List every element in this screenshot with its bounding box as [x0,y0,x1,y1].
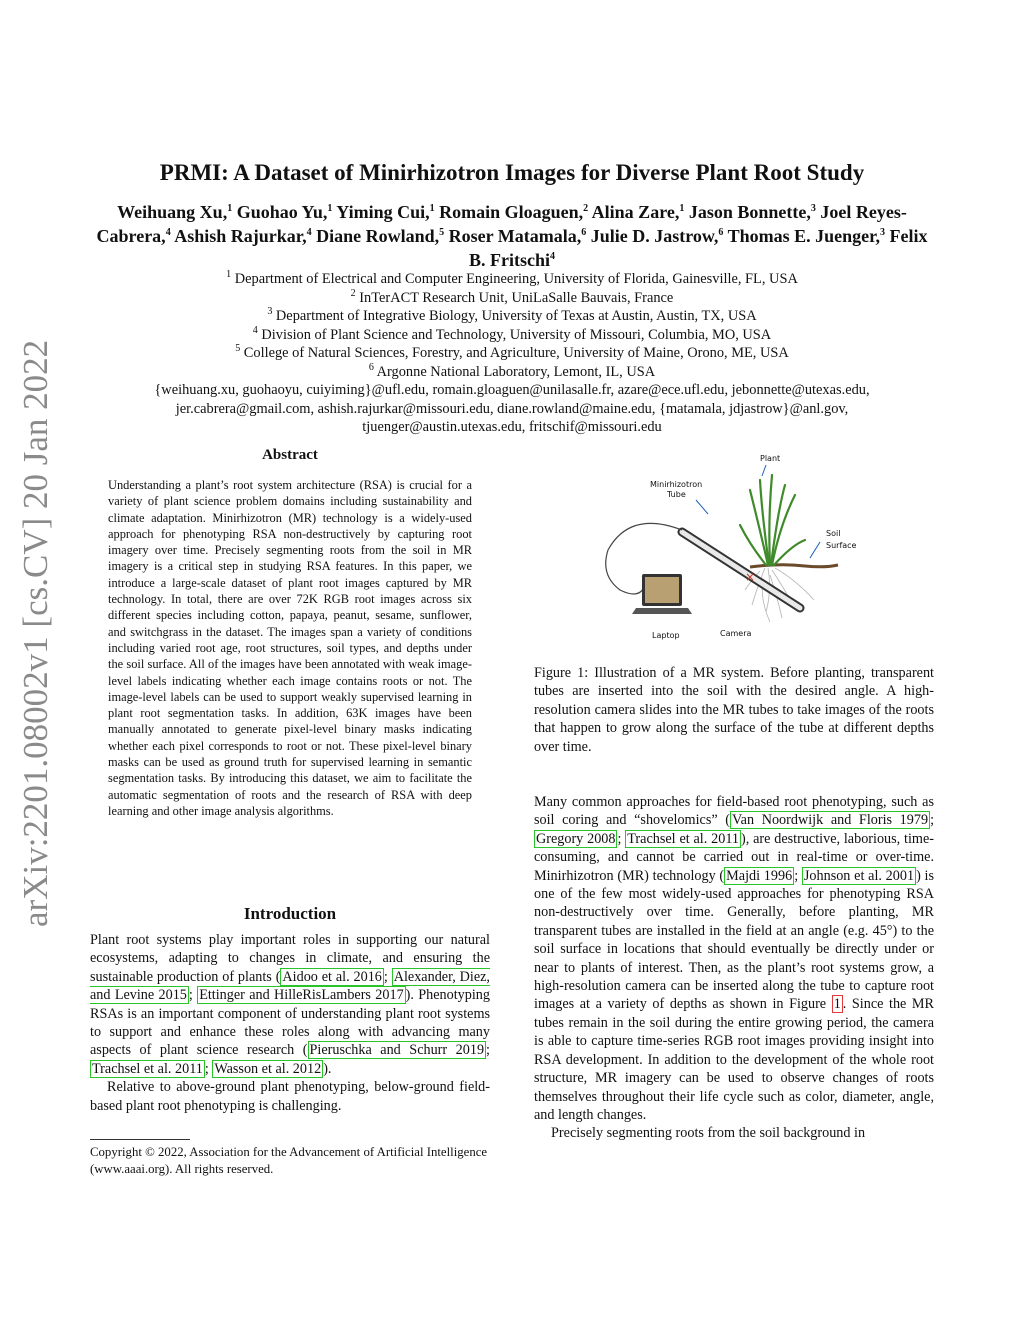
introduction-body [90,931,490,1115]
citation-link[interactable]: Majdi 1996 [726,867,793,884]
author-name: Thomas E. Juenger,$^3$ [727,226,885,246]
affiliation-line: $^5$ College of Natural Sciences, Forestry, and Agriculture, University of Maine, Orono, ME, USA [235,343,789,361]
figure-label-camera: Camera [720,629,752,638]
email-line[interactable]: jer.cabrera@gmail.com, ashish.rajurkar@missouri.edu, diane.rowland@maine.edu, {matamala, jdjastrow}@anl.gov, [175,400,849,417]
author-name: Julie D. Jastrow,$^6$ [590,226,724,246]
citation-link[interactable]: Van Noordwijk and Floris 1979 [732,812,929,829]
author-name: Weihuang Xu,$^1$ [117,202,233,222]
author-affiliation-number: 1 [227,203,233,214]
citation-link[interactable]: Aidoo et al. 2016 [282,968,382,985]
email-line[interactable]: tjuenger@austin.utexas.edu, fritschif@missouri.edu [362,419,662,435]
author-affiliation-number: 1 [429,203,435,214]
author-name: Felix B. Fritschi$^4$ [469,226,928,270]
author-affiliation-number: 6 [581,227,587,238]
figure-label-tube: Minirhizotron [650,480,703,489]
paragraph: Precisely segmenting roots from the soil background in [551,1125,866,1142]
paragraph: Relative to above-ground plant phenotyping, below-ground field-based plant root phenotyping is challenging. [90,1079,490,1114]
author-name: Yiming Cui,$^1$ [336,202,435,222]
author-affiliation-number: 4 [306,227,312,238]
author-name: Alina Zare,$^1$ [591,202,685,222]
figure-label-soil: Surface [826,541,857,550]
affiliations [60,270,964,437]
affiliation-line: $^4$ Division of Plant Science and Technology, University of Missouri, Columbia, MO, USA [252,324,772,343]
author-name: Diane Rowland,$^5$ [316,226,445,246]
camera-marker-icon: × [745,570,756,584]
author-name: Roser Matamala,$^6$ [448,226,587,246]
citation-link[interactable]: Ettinger and HilleRisLambers 2017 [199,987,404,1004]
author-name: Ashish Rajurkar,$^4$ [174,226,312,246]
introduction-heading: Introduction [243,904,337,923]
email-line[interactable]: {weihuang.xu, guohaoyu, cuiyiming}@ufl.edu, romain.gloaguen@unilasalle.fr, azare@ece.ufl.edu, jebonnette@utexas.edu, [154,382,870,398]
plant-icon [740,475,805,565]
author-affiliation-number: 3 [879,227,885,238]
author-affiliation-number: 4 [165,227,171,238]
figure-label-soil: Soil [826,529,841,538]
author-affiliation-number: 2 [583,203,589,214]
paragraph: Many common approaches for field-based root phenotyping, such as soil coring and “shovelomics” ( Van Noordwijk and Floris 1979 ; Gregory 2008 ; Trachsel et al. 2011 ), are destructive, laborious, time-consuming, and cannot be carried out in real-time or over-time. Minirhizotron (MR) technology ( Majdi 1996 ; Johnson et al. 2001 ) is one of the few most widely-used approaches for phenotyping RSA non-destructively over time. Generally, before planting, MR transparent tubes are installed in the field at an angle (e.g. 45°) to the soil surface in locations that should eventually be directly under or near to plants of interest. Then, as the plant’s root systems grow, a high-resolution camera can be inserted along the tube to capture root images at a variety of depths as shown in Figure 1 . Since the MR tubes remain in the soil during the entire growing period, the camera is able to capture time-series RGB root images providing insight into RSA development. In addition to the development of the whole root structure, MR imagery can be used to observe changes of roots themselves throughout their life cycle such as color, diameter, angle, and length changes. [534,794,935,1123]
figure-label-laptop: Laptop [652,631,680,640]
right-column-body [534,793,934,1143]
figure-label-tube: Tube [667,490,686,499]
author-name: Jason Bonnette,$^3$ [688,202,816,222]
affiliation-line: $^6$ Argonne National Laboratory, Lemont, IL, USA [368,361,656,380]
label-arrows [696,465,820,558]
figure-label-plant: Plant [760,454,781,463]
abstract-text: Understanding a plant’s root system architecture (RSA) is crucial for a variety of plant science problem domains including sustainability and climate adaptation. Minirhizotron (MR) technology is a widely-used approach for phenotyping RSA non-destructively by capturing root imagery over time. Precisely segmenting roots from the soil in MR imagery is a critical step in studying RSA features. In this paper, we introduce a large-scale dataset of plant root images captured by MR technology. In total, there are over 72K RGB root images across six different species including cotton, papaya, peanut, sesame, sunflower, and switchgrass in the dataset. The images span a variety of conditions including varied root age, root structures, soil types, and depths under the soil surface. All of the images have been annotated with weak image-level labels indicating whether each image contains roots or not. The image-level labels can be used to support weakly supervised learning in plant root segmentation tasks. In addition, 63K images have been manually annotated to generate pixel-level binary masks indicating whether each pixel corresponds to root or not. These pixel-level binary masks can be used as ground truth for supervised learning in semantic segmentation tasks. By introducing this dataset, we aim to facilitate the automatic segmentation of roots and the research of RSA with deep learning and other image analysis algorithms. [108,478,472,818]
author-affiliation-number: 3 [810,203,816,214]
soil-surface-line [750,565,838,567]
citation-link[interactable]: Trachsel et al. 2011 [627,830,739,847]
citation-link[interactable]: Alexander, Diez, and Levine 2015 [90,968,490,1004]
affiliation-line: $^3$ Department of Integrative Biology, University of Texas at Austin, Austin, TX, USA [267,306,757,324]
author-affiliation-number: 5 [439,227,445,238]
affiliation-list [60,270,964,381]
author-affiliation-number: 6 [718,227,724,238]
figure-caption: Figure 1: Illustration of a MR system. Before planting, transparent tubes are inserted into the soil with the desired angle. A high-resolution camera slides into the MR tubes to take images of the roots that happen to grow along the surface of the tube at different depths over time. [534,665,934,755]
citation-link[interactable]: Gregory 2008 [536,830,616,847]
figure-reference-link[interactable]: 1 [833,996,841,1013]
mr-system-figure [600,450,870,650]
citation-link[interactable]: Johnson et al. 2001 [803,867,915,884]
author-affiliation-number: 1 [679,203,685,214]
citation-link[interactable]: Pieruschka and Schurr 2019 [309,1042,485,1059]
copyright-footnote: Copyright © 2022, Association for the Advancement of Artificial Intelligence (www.aaai.org). All rights reserved. [90,1145,488,1176]
footnote-divider [90,1139,190,1140]
paragraph: Plant root systems play important roles in supporting our natural ecosystems, adapting to changes in climate, and ensuring the sustainable production of plants ( Aidoo et al. 2016 ; Alexander, Diez, and Levine 2015 ; Ettinger and HilleRisLambers 2017 ). Phenotyping RSAs is an important component of understanding plant root systems to support and enhance these roles along with advancing many aspects of plant science research ( Pieruschka and Schurr 2019 ; Trachsel et al. 2011 ; Wasson et al. 2012 ). [90,932,490,1077]
author-affiliation-number: 4 [550,251,555,262]
citation-link[interactable]: Wasson et al. 2012 [214,1060,322,1077]
author-name: Joel Reyes-Cabrera,$^4$ [96,202,907,246]
arxiv-identifier: arXiv:2201.08002v1 [cs.CV] 20 Jan 2022 [16,339,55,927]
citation-link[interactable]: Trachsel et al. 2011 [92,1060,203,1077]
affiliation-line: $^1$ Department of Electrical and Computer Engineering, University of Florida, Gainesville, FL, USA [226,269,798,287]
author-list [90,200,934,272]
paper-title: PRMI: A Dataset of Minirhizotron Images for Diverse Plant Root Study [159,160,865,185]
author-affiliation-number: 1 [327,203,333,214]
abstract-heading: Abstract [262,447,318,463]
affiliation-line: $^2$ InTerACT Research Unit, UniLaSalle Bauvais, France [350,287,674,306]
author-name: Guohao Yu,$^1$ [236,202,333,222]
author-name: Romain Gloaguen,$^2$ [439,202,589,222]
